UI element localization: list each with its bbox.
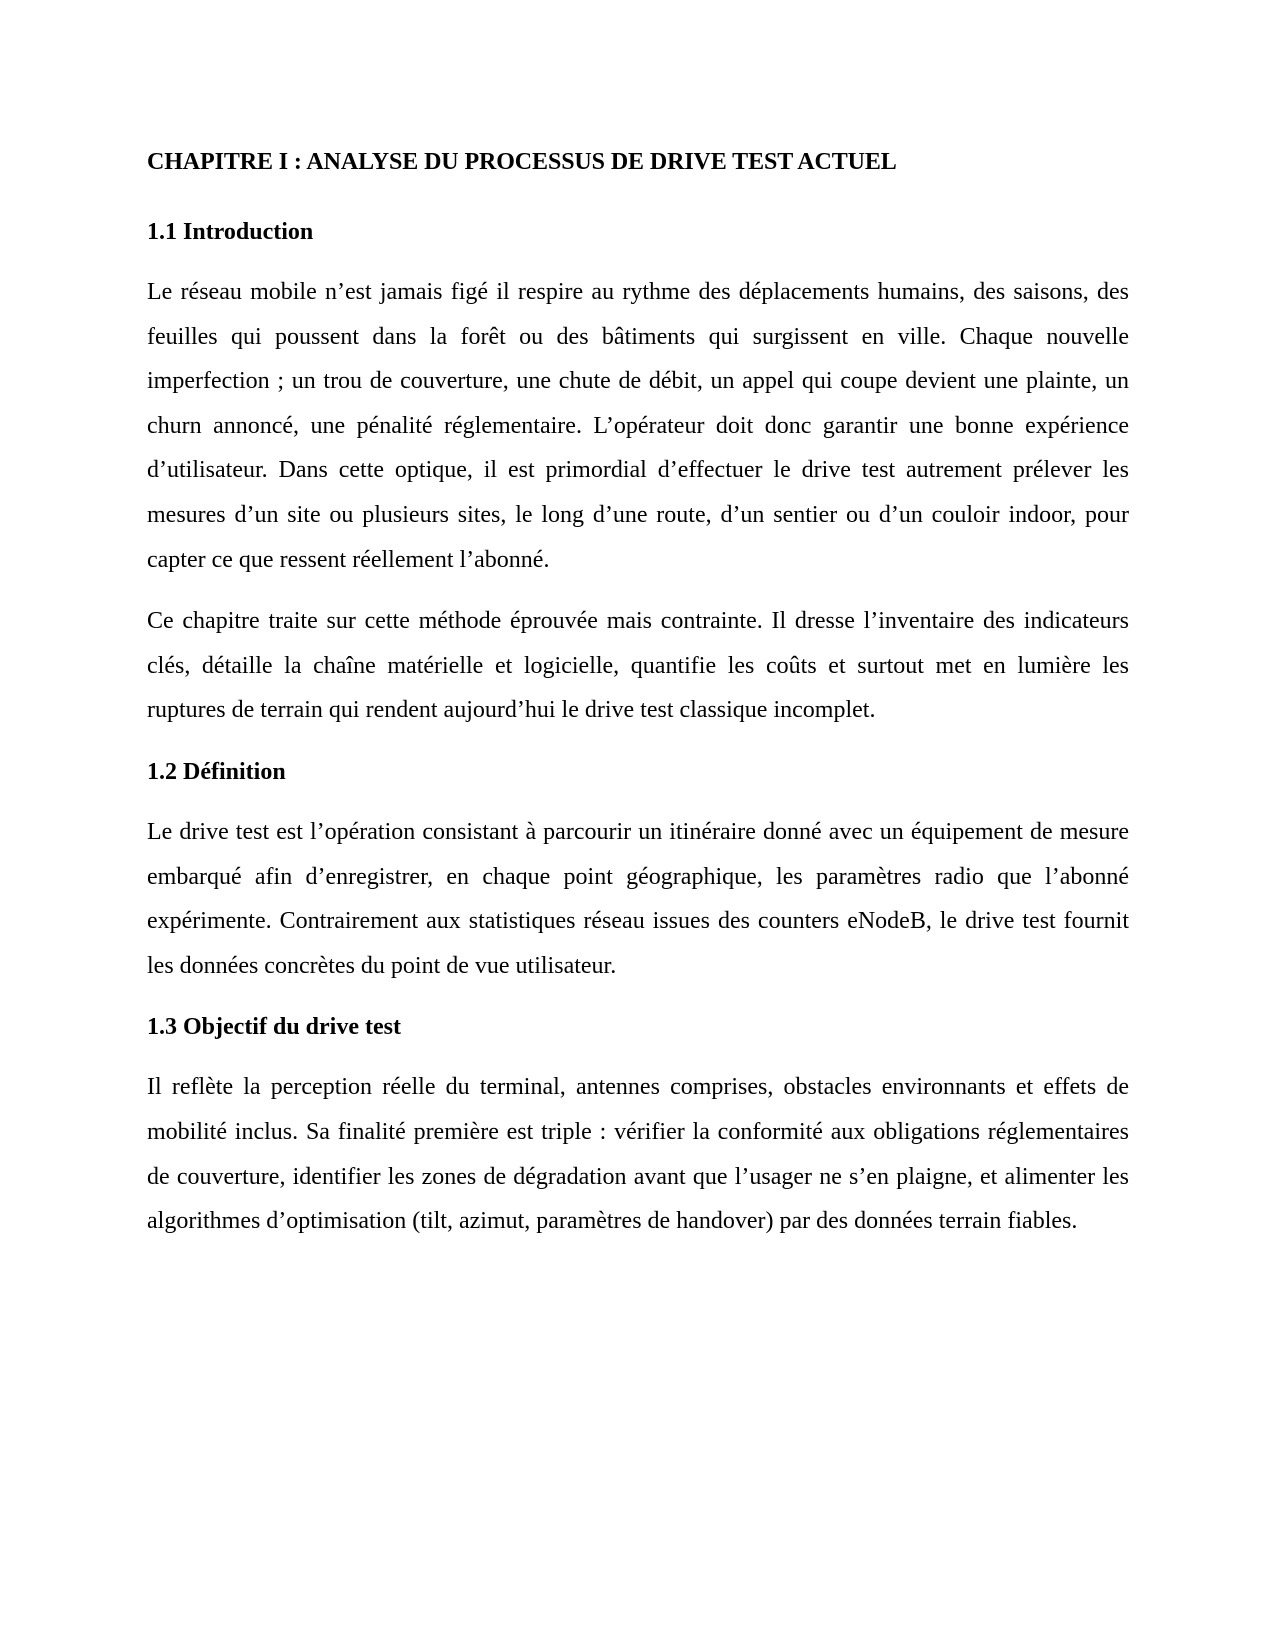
chapter-title: CHAPITRE I : ANALYSE DU PROCESSUS DE DRIVE TEST ACTUEL [147,149,897,175]
section-heading: 1.3 Objectif du drive test [147,1014,401,1041]
section-objectif [147,1005,1129,1243]
document-page [147,140,1129,1261]
paragraph: Ce chapitre traite sur cette méthode éprouvée mais contrainte. Il dresse l’inventaire des indicateurs clés, détaille la chaîne matérielle et logicielle, quantifie les coûts et surtout met en lumière les ruptures de terrain qui rendent aujourd’hui le drive test classique incomplet. [147,608,1129,724]
section-introduction [147,210,1129,733]
paragraph: Le drive test est l’opération consistant à parcourir un itinéraire donné avec un équipement de mesure embarqué afin d’enregistrer, en chaque point géographique, les paramètres radio que l’abonné expérimente. Contrairement aux statistiques réseau issues des counters eNodeB, le drive test fournit les données concrètes du point de vue utilisateur. [147,818,1129,979]
paragraph: Il reflète la perception réelle du terminal, antennes comprises, obstacles environnants et effets de mobilité inclus. Sa finalité première est triple : vérifier la conformité aux obligations réglementaires de couverture, identifier les zones de dégradation avant que l’usager ne s’en plaigne, et alimenter les algorithmes d’optimisation (tilt, azimut, paramètres de handover) par des données terrain fiables. [147,1074,1129,1235]
paragraph: Le réseau mobile n’est jamais figé il respire au rythme des déplacements humains, des saisons, des feuilles qui poussent dans la forêt ou des bâtiments qui surgissent en ville. Chaque nouvelle imperfection ; un trou de couverture, une chute de débit, un appel qui coupe devient une plainte, un churn annoncé, une pénalité réglementaire. L’opérateur doit donc garantir une bonne expérience d’utilisateur. Dans cette optique, il est primordial d’effectuer le drive test autrement prélever les mesures d’un site ou plusieurs sites, le long d’une route, d’un sentier ou d’un couloir indoor, pour capter ce que ressent réellement l’abonné. [147,279,1129,573]
section-heading: 1.1 Introduction [147,219,314,245]
section-definition [147,750,1129,988]
section-heading: 1.2 Définition [147,758,286,785]
